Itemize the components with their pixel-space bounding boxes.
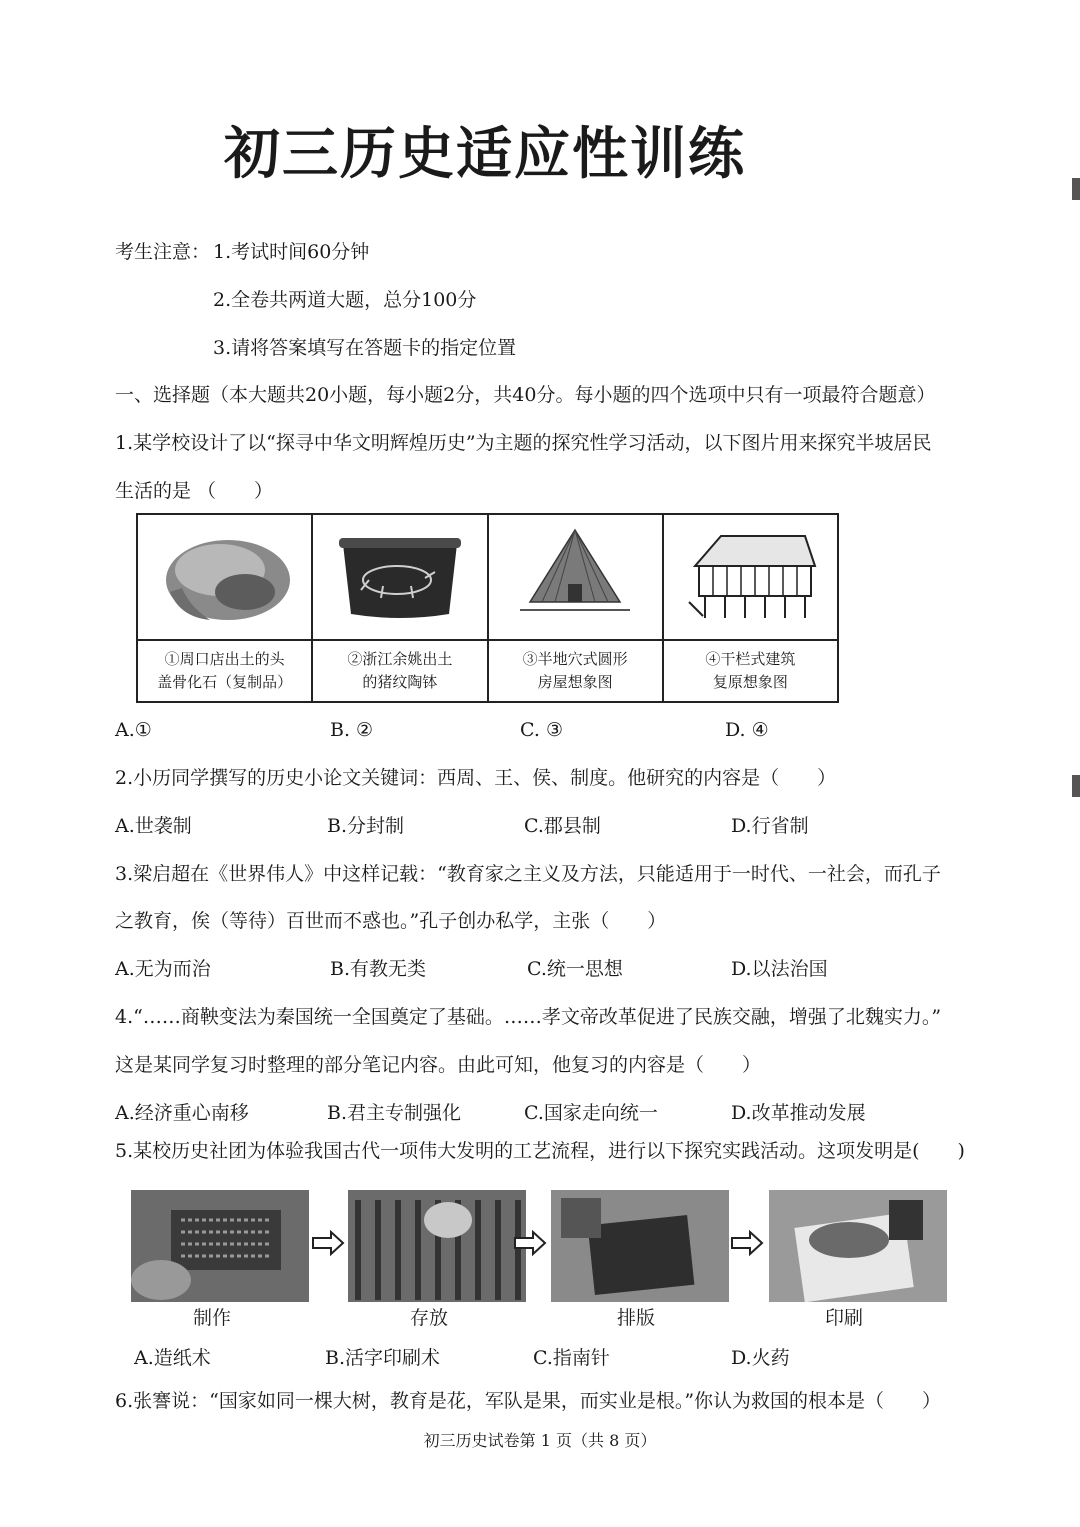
q1-option-b[interactable]: B. ②	[330, 719, 374, 741]
q2-option-c[interactable]: C.郡县制	[524, 815, 601, 837]
q1-image-table	[136, 513, 839, 703]
caption-2: ②浙江余姚出土 的猪纹陶钵	[312, 640, 487, 702]
notice-item-3: 3.请将答案填写在答题卡的指定位置	[213, 337, 517, 359]
arrow-right-icon	[311, 1230, 345, 1256]
q1-option-c[interactable]: C. ③	[520, 719, 563, 741]
typesetting-photo	[551, 1190, 729, 1302]
notice-item-1: 1.考试时间60分钟	[213, 241, 370, 263]
q6-stem: 6.张謇说：“国家如同一棵大树，教育是花，军队是果，而实业是根。”你认为救国的根本是（ ）	[115, 1390, 942, 1412]
q3-stem-line2: 之教育，俟（等待）百世而不惑也。”孔子创办私学，主张（ ）	[115, 910, 667, 932]
caption-3: ③半地穴式圆形 房屋想象图	[488, 640, 663, 702]
q1-stem-line1: 1.某学校设计了以“探寻中华文明辉煌历史”为主题的探究性学习活动，以下图片用来探究半坡居民	[115, 432, 932, 454]
q3-stem-line1: 3.梁启超在《世界伟人》中这样记载：“教育家之主义及方法，只能适用于一时代、一社会，而孔子	[115, 863, 941, 885]
q4-stem-line2: 这是某同学复习时整理的部分笔记内容。由此可知，他复习的内容是（ ）	[115, 1054, 762, 1076]
type-making-photo	[131, 1190, 309, 1302]
caption-1: ①周口店出土的头 盖骨化石（复制品）	[137, 640, 312, 702]
step-label-2: 存放	[410, 1307, 449, 1329]
q4-stem-line1: 4.“……商鞅变法为秦国统一全国奠定了基础。……孝文帝改革促进了民族交融，增强了北魏实力。”	[115, 1006, 942, 1028]
step-label-3: 排版	[617, 1307, 656, 1329]
q3-option-b[interactable]: B.有教无类	[330, 958, 427, 980]
type-storage-photo	[348, 1190, 526, 1302]
printing-photo	[769, 1190, 947, 1302]
stilt-house-image	[663, 514, 838, 640]
q5-option-d[interactable]: D.火药	[731, 1347, 790, 1369]
caption-4: ④干栏式建筑 复原想象图	[663, 640, 838, 702]
q2-stem: 2.小历同学撰写的历史小论文关键词：西周、王、侯、制度。他研究的内容是（ ）	[115, 767, 837, 789]
notice-label: 考生注意：	[115, 241, 211, 263]
step-label-1: 制作	[193, 1307, 232, 1329]
q3-option-a[interactable]: A.无为而治	[115, 958, 211, 980]
q4-option-d[interactable]: D.改革推动发展	[731, 1102, 866, 1124]
arrow-right-icon	[513, 1230, 547, 1256]
edge-mark	[1072, 775, 1080, 797]
section-heading: 一、选择题（本大题共20小题，每小题2分，共40分。每小题的四个选项中只有一项最符合题意）	[115, 384, 936, 406]
q1-stem-line2: 生活的是 （ ）	[115, 480, 274, 502]
step-label-4: 印刷	[825, 1307, 864, 1329]
q2-option-d[interactable]: D.行省制	[731, 815, 809, 837]
q3-option-c[interactable]: C.统一思想	[527, 958, 623, 980]
skull-fossil-image	[137, 514, 312, 640]
q4-option-c[interactable]: C.国家走向统一	[524, 1102, 658, 1124]
q3-option-d[interactable]: D.以法治国	[731, 958, 828, 980]
q1-option-d[interactable]: D. ④	[725, 719, 769, 741]
q1-option-a[interactable]: A.①	[115, 719, 152, 741]
q5-stem: 5.某校历史社团为体验我国古代一项伟大发明的工艺流程，进行以下探究实践活动。这项发明是( )	[115, 1140, 965, 1162]
page-footer: 初三历史试卷第 1 页（共 8 页）	[423, 1431, 657, 1450]
page-title: 初三历史适应性训练	[224, 122, 746, 187]
pottery-bowl-image	[312, 514, 487, 640]
edge-mark	[1072, 178, 1080, 200]
notice-item-2: 2.全卷共两道大题，总分100分	[213, 289, 477, 311]
q5-option-c[interactable]: C.指南针	[533, 1347, 610, 1369]
q5-option-b[interactable]: B.活字印刷术	[325, 1347, 441, 1369]
q2-option-a[interactable]: A.世袭制	[115, 815, 192, 837]
q5-option-a[interactable]: A.造纸术	[134, 1347, 211, 1369]
q4-option-b[interactable]: B.君主专制强化	[327, 1102, 462, 1124]
q2-option-b[interactable]: B.分封制	[327, 815, 405, 837]
arrow-right-icon	[730, 1230, 764, 1256]
q4-option-a[interactable]: A.经济重心南移	[115, 1102, 249, 1124]
round-house-image	[488, 514, 663, 640]
